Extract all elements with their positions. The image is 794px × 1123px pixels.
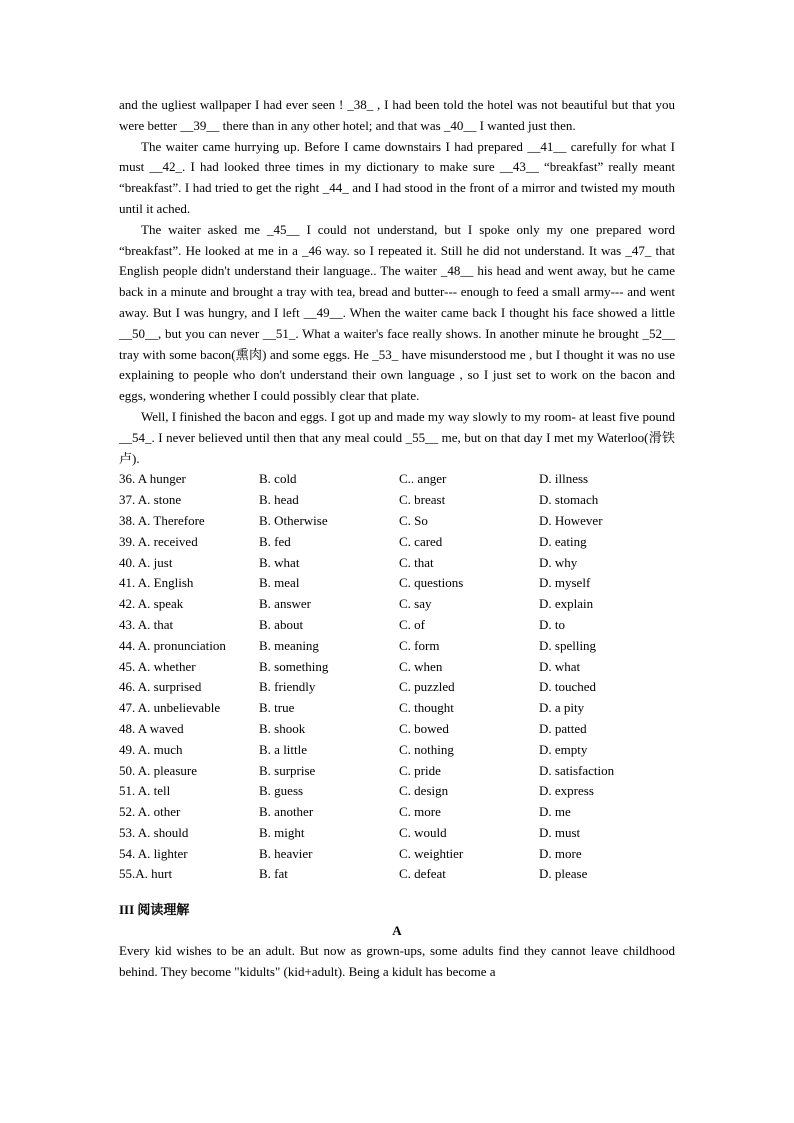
option-choice: 53. A. should — [119, 824, 189, 840]
option-choice: D. eating — [539, 533, 587, 549]
option-row — [119, 740, 675, 761]
option-choice: C.. anger — [399, 471, 447, 487]
document-page — [119, 95, 675, 983]
option-choice: D. stomach — [539, 492, 599, 508]
option-row — [119, 490, 675, 511]
option-choice: 55.A. hurt — [119, 866, 173, 882]
option-choice: B. surprise — [259, 762, 316, 778]
option-row — [119, 469, 675, 490]
option-choice: D. patted — [539, 720, 587, 736]
option-choice: B. heavier — [259, 845, 313, 861]
option-row — [119, 864, 675, 885]
option-choice: B. answer — [259, 596, 311, 612]
option-choice: B. meal — [259, 575, 300, 591]
option-choice: C. that — [399, 554, 434, 570]
option-choice: C. would — [399, 824, 447, 840]
option-choice: 36. A hunger — [119, 471, 186, 487]
option-row — [119, 553, 675, 574]
section-title: III 阅读理解 — [119, 902, 190, 918]
option-row — [119, 677, 675, 698]
option-choice: 42. A. speak — [119, 596, 184, 612]
option-row — [119, 719, 675, 740]
option-choice: B. guess — [259, 783, 304, 799]
option-row — [119, 761, 675, 782]
passage-a-title: A — [392, 923, 402, 939]
option-choice: D. a pity — [539, 700, 585, 716]
option-choice: D. what — [539, 658, 581, 674]
option-row — [119, 781, 675, 802]
passage-paragraph: The waiter came hurrying up. Before I came downstairs I had prepared __41__ carefully for what I must __42_. I had looked three times in my dictionary to make sure __43__ “breakfast” really meant “breakfast”. I had tried to get the right _44_ and I had stood in the front of a mirror and twisted my mouth until it ached. — [119, 138, 675, 216]
option-choice: 52. A. other — [119, 804, 181, 820]
option-choice: C. nothing — [399, 741, 454, 757]
option-row — [119, 532, 675, 553]
option-choice: C. bowed — [399, 720, 449, 736]
option-choice: D. explain — [539, 596, 594, 612]
option-choice: D. illness — [539, 471, 589, 487]
option-choice: B. cold — [259, 471, 297, 487]
option-choice: D. However — [539, 512, 603, 528]
option-choice: C. more — [399, 804, 441, 820]
option-choice: B. something — [259, 658, 329, 674]
option-choice: D. more — [539, 845, 582, 861]
option-row — [119, 823, 675, 844]
option-choice: B. head — [259, 492, 299, 508]
option-choice: 48. A waved — [119, 720, 184, 736]
passage-paragraph: Well, I finished the bacon and eggs. I got up and made my way slowly to my room- at least five pound __54_. I never believed until then that any meal could _55__ me, but on that day I met my Waterloo(滑铁卢). — [119, 408, 675, 466]
option-choice: B. what — [259, 554, 300, 570]
answer-options-list — [119, 469, 675, 885]
option-choice: B. true — [259, 700, 295, 716]
option-choice: B. about — [259, 616, 304, 632]
option-choice: C. breast — [399, 492, 446, 508]
option-choice: C. form — [399, 637, 440, 653]
option-row — [119, 657, 675, 678]
option-row — [119, 615, 675, 636]
option-choice: C. cared — [399, 533, 443, 549]
option-choice: B. meaning — [259, 637, 319, 653]
option-row — [119, 802, 675, 823]
option-choice: C. thought — [399, 700, 454, 716]
option-choice: D. myself — [539, 575, 591, 591]
option-choice: 40. A. just — [119, 554, 173, 570]
option-choice: D. spelling — [539, 637, 597, 653]
passage-paragraph: and the ugliest wallpaper I had ever seen ! _38_ , I had been told the hotel was not beautiful but that you were better __39__ there than in any other hotel; and that was _40__ I wanted just then. — [119, 97, 675, 133]
passage-a-paragraph: Every kid wishes to be an adult. But now as grown-ups, some adults find they cannot leave childhood behind. They become "kidults" (kid+adult). Being a kidult has become a — [119, 943, 675, 980]
option-choice: 37. A. stone — [119, 492, 182, 508]
option-choice: D. express — [539, 783, 594, 799]
option-choice: 45. A. whether — [119, 658, 196, 674]
option-choice: D. please — [539, 866, 588, 882]
option-row — [119, 573, 675, 594]
option-choice: C. defeat — [399, 866, 446, 882]
option-row — [119, 511, 675, 532]
option-choice: B. fat — [259, 866, 288, 882]
option-choice: B. fed — [259, 533, 291, 549]
passage-paragraph: The waiter asked me _45__ I could not understand, but I spoke only my one prepared word “breakfast”. He looked at me in a _46 way. so I repeated it. Still he did not understand. It was _47_ that English people didn't understand their language.. The waiter _48__ his head and went away, but he came back in a minute and brought a tray with tea, bread and butter--- enough to feed a small army--- and went away. But I was hungry, and I left __49__. When the waiter came back I thought his face showed a little __50__, but you can never __51_. What a waiter's face really shows. In another minute he brought _52__ tray with some bacon(熏肉) and some eggs. He _53_ have misunderstood me , but I thought it was no use explaining to people who don't understand their own language , so I just set to work on the bacon and eggs, wondering whether I could possibly clear that plate. — [119, 221, 675, 404]
option-choice: 51. A. tell — [119, 783, 171, 799]
option-choice: D. to — [539, 616, 565, 632]
option-choice: 39. A. received — [119, 533, 198, 549]
option-row — [119, 636, 675, 657]
option-choice: 41. A. English — [119, 575, 194, 591]
option-row — [119, 698, 675, 719]
option-choice: C. questions — [399, 575, 464, 591]
option-choice: 46. A. surprised — [119, 679, 202, 695]
option-choice: B. might — [259, 824, 305, 840]
option-choice: 50. A. pleasure — [119, 762, 197, 778]
option-choice: 43. A. that — [119, 616, 174, 632]
option-choice: C. So — [399, 512, 428, 528]
option-choice: B. friendly — [259, 679, 316, 695]
option-choice: 38. A. Therefore — [119, 512, 205, 528]
option-choice: 44. A. pronunciation — [119, 637, 226, 653]
option-choice: D. empty — [539, 741, 588, 757]
option-choice: C. design — [399, 783, 449, 799]
option-choice: 47. A. unbelievable — [119, 700, 221, 716]
option-choice: D. must — [539, 824, 581, 840]
option-choice: 54. A. lighter — [119, 845, 188, 861]
option-row — [119, 844, 675, 865]
option-choice: B. a little — [259, 741, 308, 757]
option-choice: D. why — [539, 554, 578, 570]
option-choice: 49. A. much — [119, 741, 183, 757]
option-choice: B. Otherwise — [259, 512, 328, 528]
option-choice: D. touched — [539, 679, 597, 695]
option-choice: C. of — [399, 616, 425, 632]
option-row — [119, 594, 675, 615]
option-choice: C. pride — [399, 762, 441, 778]
option-choice: C. say — [399, 596, 432, 612]
option-choice: D. me — [539, 804, 571, 820]
option-choice: D. satisfaction — [539, 762, 615, 778]
option-choice: C. weightier — [399, 845, 464, 861]
option-choice: C. puzzled — [399, 679, 455, 695]
option-choice: B. shook — [259, 720, 306, 736]
option-choice: C. when — [399, 658, 443, 674]
option-choice: B. another — [259, 804, 314, 820]
